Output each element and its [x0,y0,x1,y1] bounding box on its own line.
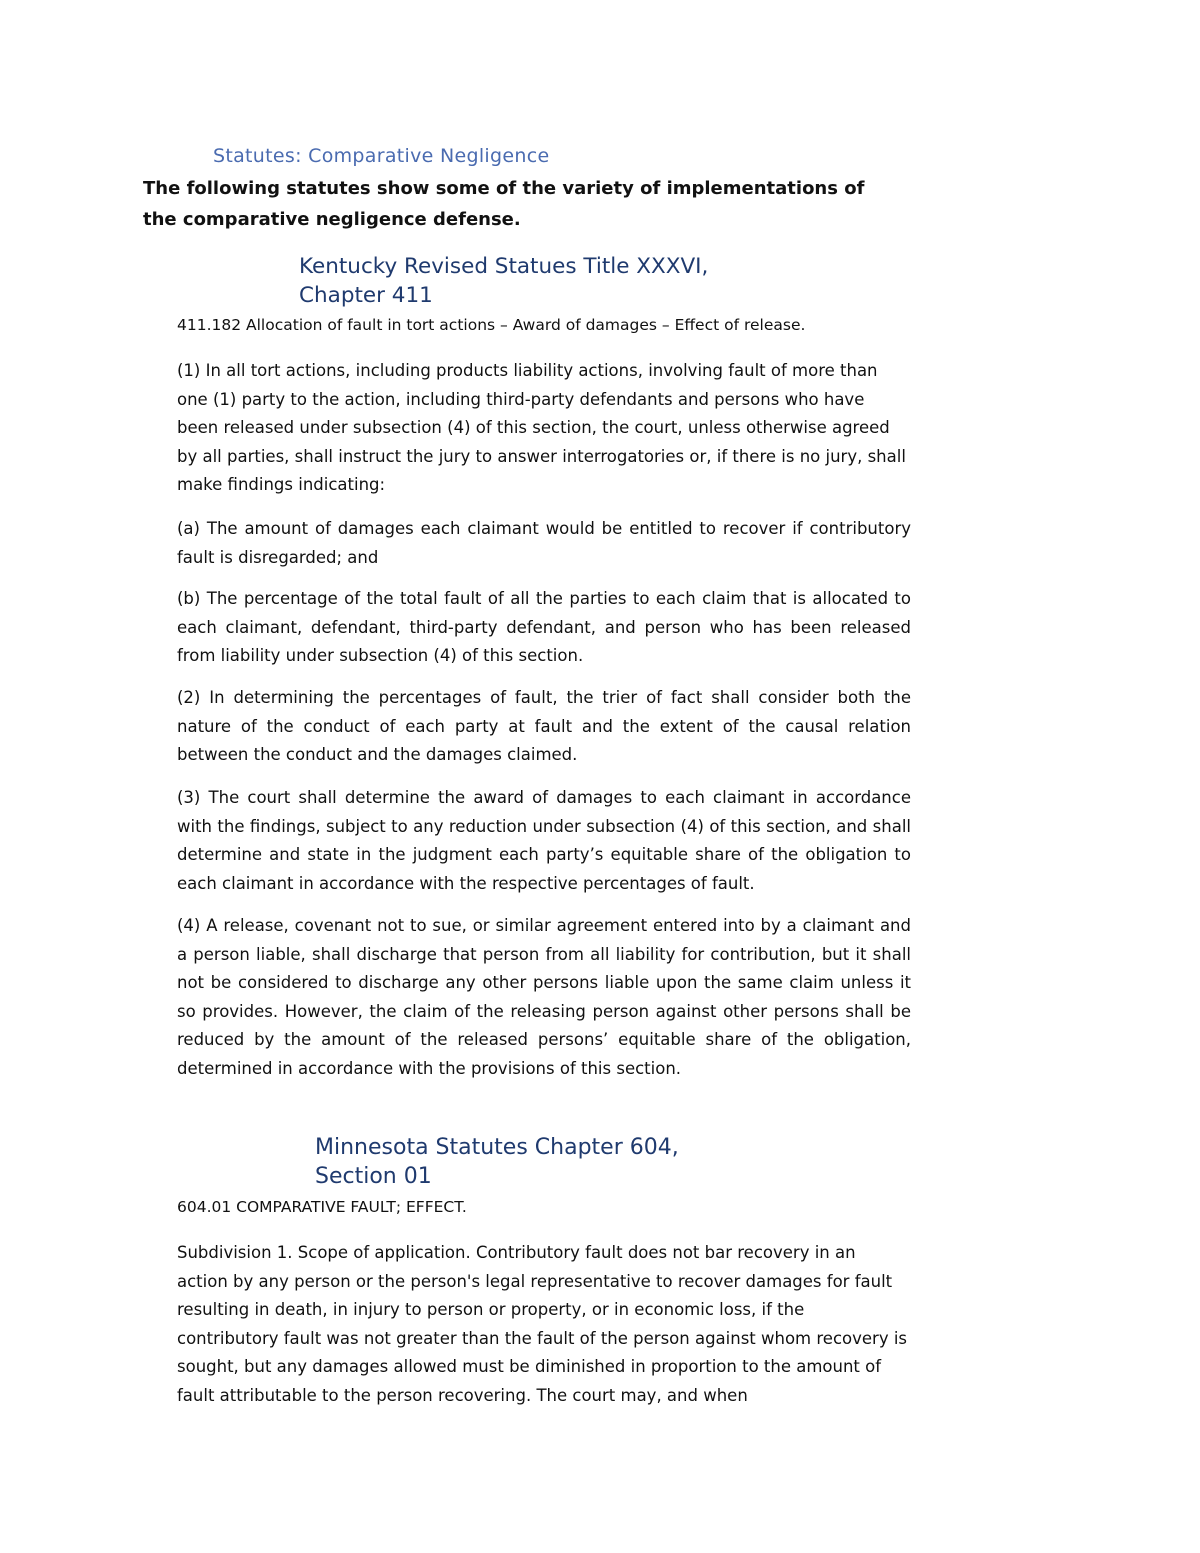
kentucky-paragraph-a: (a) The amount of damages each claimant would be entitled to recover if contributory fault is disregarded; and [177,519,911,567]
minnesota-heading-line2: Section 01 [315,1164,432,1189]
minnesota-paragraph-1: Subdivision 1. Scope of application. Contributory fault does not bar recovery in an action by any person or the person's legal representative to recover damages for fault resulting in death, in injury to person or property, or in economic loss, if the contributory fault was not greater than the fault of the person against whom recovery is sought, but any damages allowed must be diminished in proportion to the amount of fault attributable to the person recovering. The court may, and when [177,1243,908,1405]
kentucky-paragraph-4: (4) A release, covenant not to sue, or similar agreement entered into by a claimant and a person liable, shall discharge that person from all liability for contribution, but it shall not be considered to discharge any other persons liable upon the same claim unless it so provides. However, the claim of the releasing person against other persons shall be reduced by the amount of the released persons’ equitable share of the obligation, determined in accordance with the provisions of this section. [177,916,911,1078]
kentucky-heading-line1: Kentucky Revised Statues Title XXXVI, [299,254,709,279]
minnesota-section-title: 604.01 COMPARATIVE FAULT; EFFECT. [177,1198,467,1216]
kentucky-paragraph-1: (1) In all tort actions, including products liability actions, involving fault of more than one (1) party to the action, including third-party defendants and persons who have been released under subsection (4) of this section, the court, unless otherwise agreed by all parties, shall instruct the jury to answer interrogatories or, if there is no jury, shall make findings indicating: [177,361,906,494]
minnesota-heading [315,1133,679,1191]
kentucky-heading-line2: Chapter 411 [299,283,433,308]
document-title: Statutes: Comparative Negligence [213,145,550,167]
minnesota-heading-line1: Minnesota Statutes Chapter 604, [315,1135,679,1160]
kentucky-section-title: 411.182 Allocation of fault in tort actions – Award of damages – Effect of release. [177,316,806,334]
kentucky-paragraph-b: (b) The percentage of the total fault of all the parties to each claim that is allocated to each claimant, defendant, third-party defendant, and person who has been released from liability under subsection (4) of this section. [177,589,911,665]
kentucky-paragraph-2: (2) In determining the percentages of fault, the trier of fact shall consider both the nature of the conduct of each party at fault and the extent of the causal relation between the conduct and the damages claimed. [177,688,911,764]
kentucky-heading [299,252,708,310]
kentucky-paragraph-3: (3) The court shall determine the award of damages to each claimant in accordance with the findings, subject to any reduction under subsection (4) of this section, and shall determine and state in the judgment each party’s equitable share of the obligation to each claimant in accordance with the respective percentages of fault. [177,788,911,893]
intro-paragraph: The following statutes show some of the variety of implementations of the comparative negligence defense. [143,178,865,230]
